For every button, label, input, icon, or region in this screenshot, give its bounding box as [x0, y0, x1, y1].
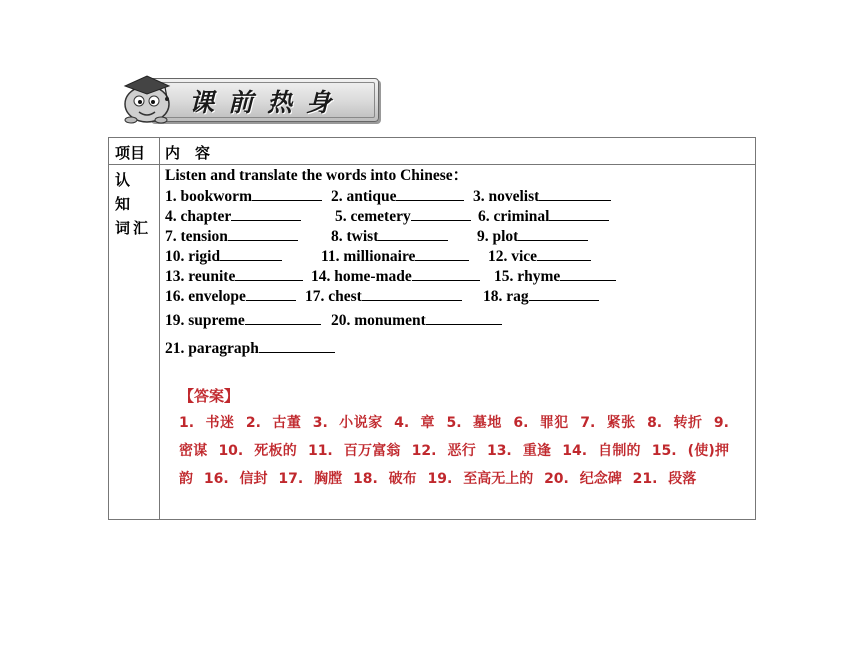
word-label: 15. rhyme	[494, 268, 561, 285]
word-label: 18. rag	[483, 288, 529, 305]
word-label: 1. bookworm	[165, 188, 252, 205]
word-label: 20. monument	[331, 312, 426, 329]
word-label: 16. envelope	[165, 288, 246, 305]
word-label: 4. chapter	[165, 208, 232, 225]
word-label: 9. plot	[477, 228, 519, 245]
word-label: 11. millionaire	[321, 248, 416, 265]
header-item: 项目	[115, 144, 146, 162]
content-cell	[165, 166, 750, 358]
answer-heading: 【答案】	[179, 387, 240, 405]
word-label: 17. chest	[305, 288, 362, 305]
word-label: 10. rigid	[165, 248, 221, 265]
answer-text: 1. 书迷 2. 古董 3. 小说家 4. 章 5. 墓地 6. 罪犯 7. 紧张 8. 转折 9. 密谋 10. 死板的 11. 百万富翁 12. 恶行 13. 重逢 14. 自制的 15. (使)押韵 16. 信封 17. 胸膛 18. 破布 19. 至高无上的 20. 纪念碑 21. 段落	[179, 415, 729, 487]
word-label: 7. tension	[165, 228, 228, 245]
list-item	[165, 286, 750, 306]
instruction-text: Listen and translate the words into Chinese：	[165, 167, 469, 184]
list-item	[165, 246, 750, 266]
word-label: 13. reunite	[165, 268, 236, 285]
section-banner	[117, 70, 379, 126]
list-item	[165, 266, 750, 286]
list-item	[165, 338, 750, 358]
word-label: 19. supreme	[165, 312, 245, 329]
column-divider	[159, 138, 160, 519]
list-item	[165, 226, 750, 246]
word-label: 6. criminal	[478, 208, 550, 225]
list-item	[165, 310, 750, 330]
list-item	[165, 186, 750, 206]
banner-title: 课前热身	[189, 88, 346, 117]
word-label: 3. novelist	[473, 188, 540, 205]
list-item	[165, 206, 750, 226]
mascot-icon	[117, 70, 179, 126]
word-label: 2. antique	[331, 188, 397, 205]
word-label: 12. vice	[488, 248, 538, 265]
word-label: 8. twist	[331, 228, 379, 245]
word-label: 21. paragraph	[165, 340, 259, 357]
header-content: 内 容	[165, 144, 211, 162]
word-label: 5. cemetery	[335, 208, 411, 225]
row-label: 认 知 词汇	[115, 171, 152, 237]
vocab-table	[108, 137, 756, 520]
word-label: 14. home-made	[311, 268, 412, 285]
header-divider	[109, 164, 755, 165]
